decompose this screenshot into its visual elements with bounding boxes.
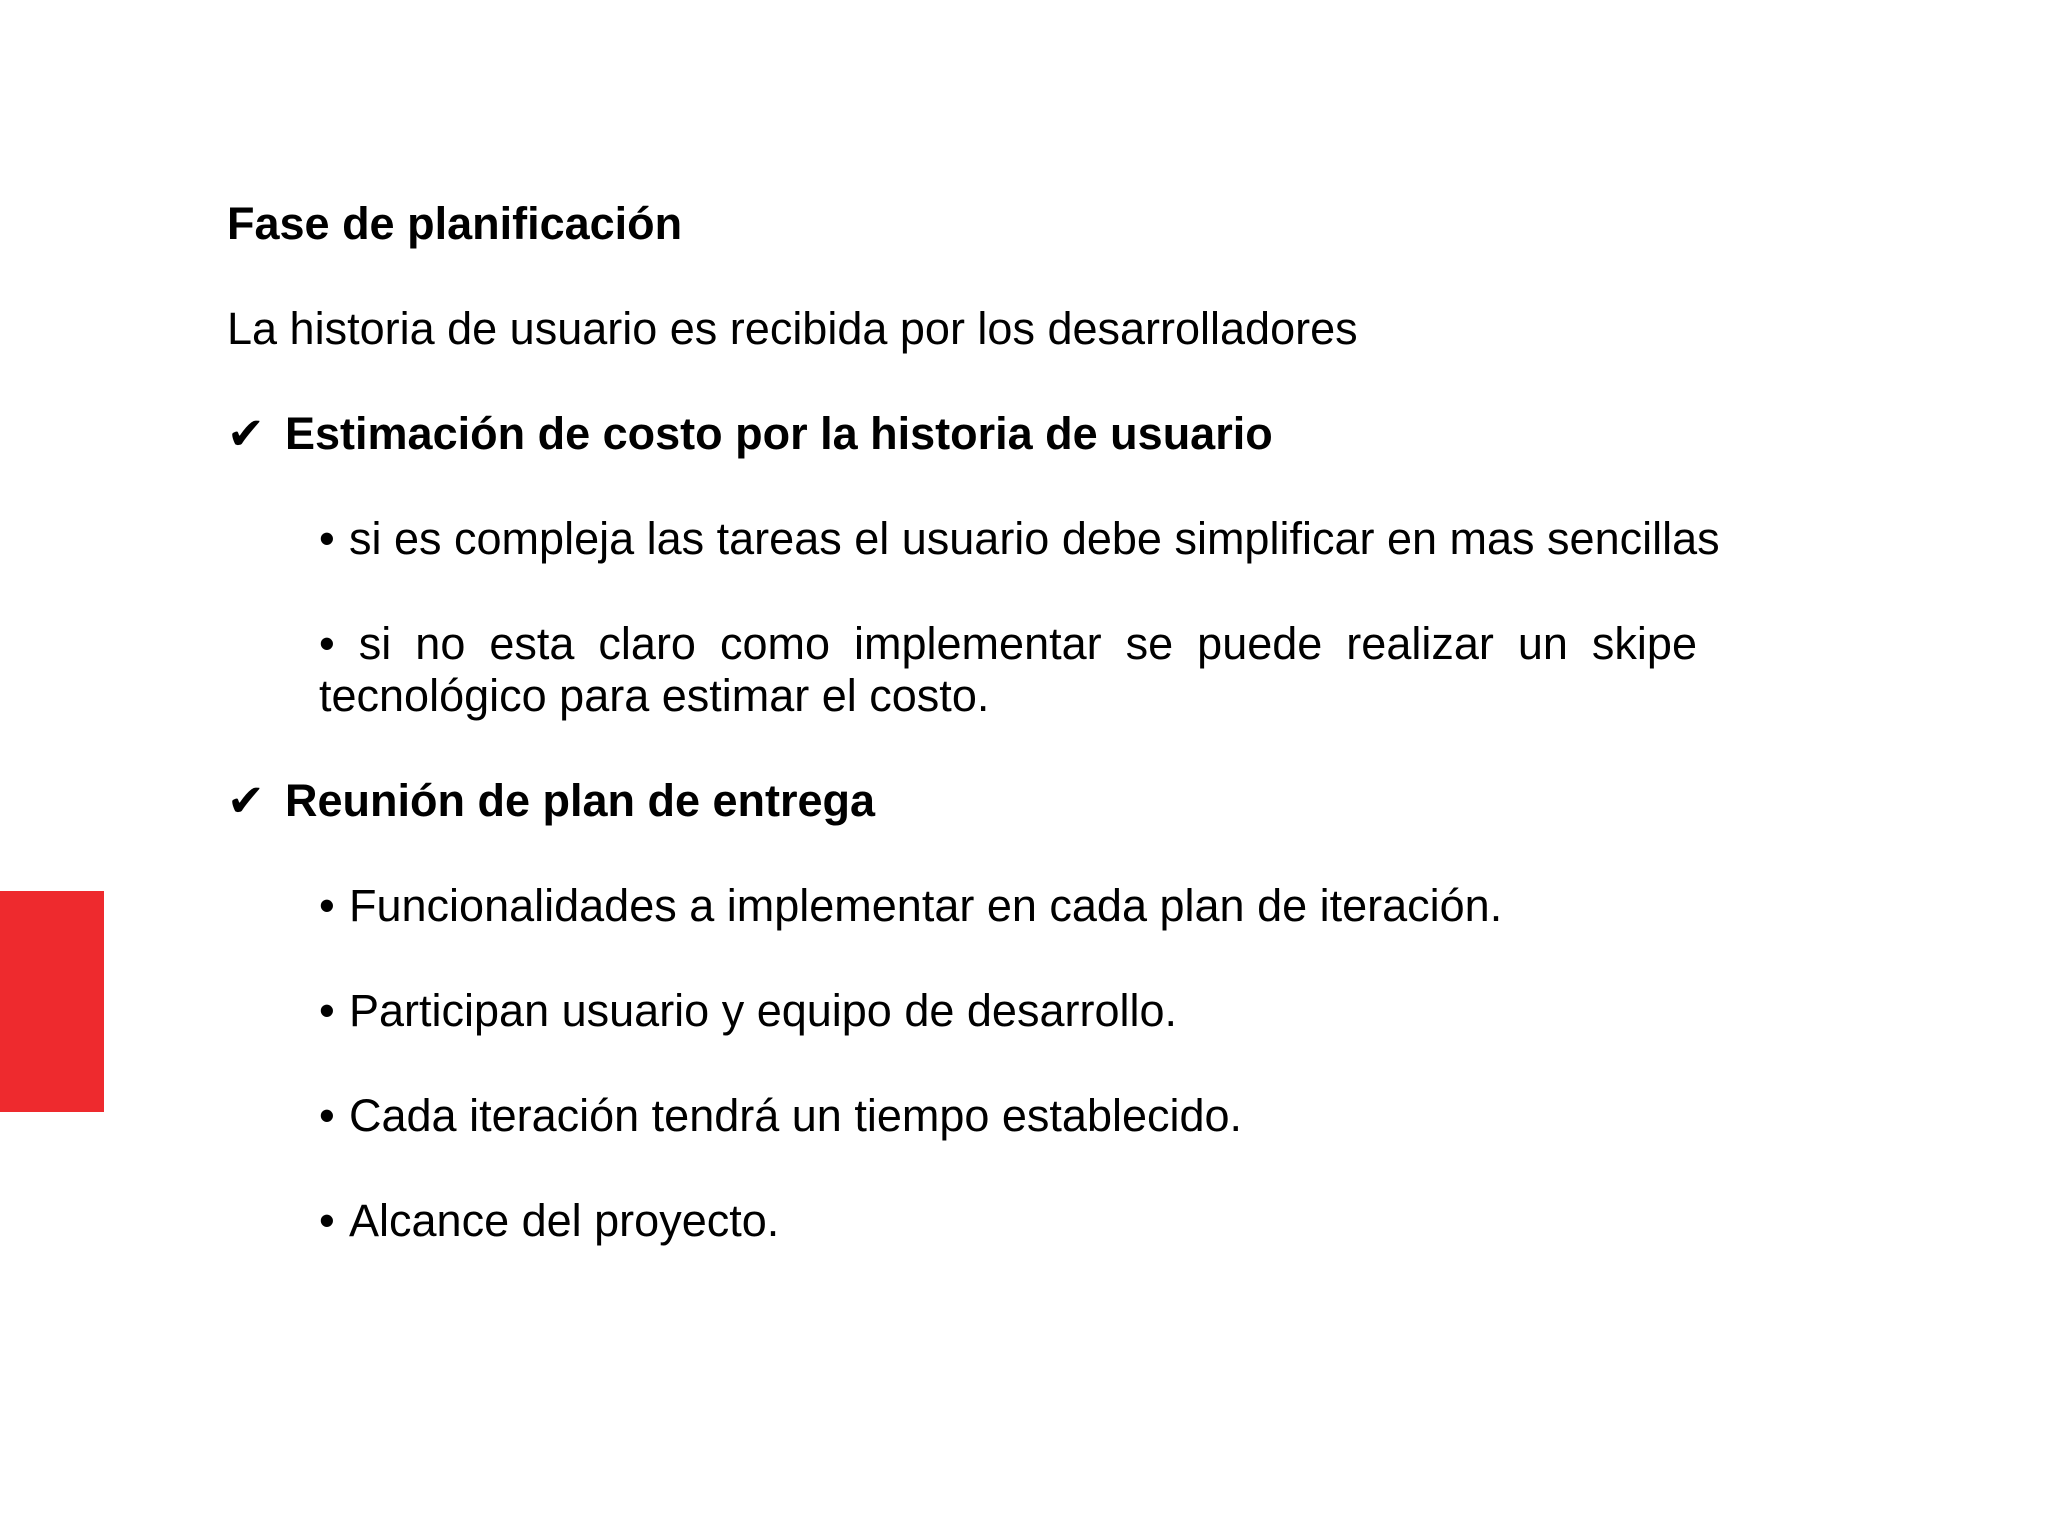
list-item-text-continuation: tecnológico para estimar el costo. [319,670,990,721]
intro-text: La historia de usuario es recibida por los desarrolladores [227,303,1358,354]
red-accent-bar [0,891,104,1112]
list-item [319,513,1720,565]
list-item [319,1195,779,1247]
list-item [319,618,1697,722]
list-item-text: Funcionalidades a implementar en cada plan de iteración. [349,880,1503,931]
list-item-text: Cada iteración tendrá un tiempo establecido. [349,1090,1243,1141]
list-item-text: si es compleja las tareas el usuario debe simplificar en mas sencillas [349,513,1720,564]
slide-title: Fase de planificación [227,198,683,249]
list-item-text: Participan usuario y equipo de desarrollo. [349,985,1177,1036]
section-heading-delivery-plan [227,775,875,827]
list-item-text: si no esta claro como implementar se puede realizar un skipe [358,618,1697,669]
bullet-icon: • [319,880,335,931]
bullet-icon: • [319,985,335,1036]
bullet-icon: • [319,618,335,669]
section-heading-estimation [227,408,1273,460]
list-item [319,880,1502,932]
list-item [319,985,1177,1037]
section-heading-label: Estimación de costo por la historia de usuario [285,408,1273,459]
list-item-text-line [319,618,1697,670]
checkmark-icon: ✔ [227,774,265,827]
bullet-icon: • [319,1090,335,1141]
bullet-icon: • [319,1195,335,1246]
list-item [319,1090,1242,1142]
list-item-text: Alcance del proyecto. [349,1195,780,1246]
checkmark-icon: ✔ [227,407,265,460]
bullet-icon: • [319,513,335,564]
section-heading-label: Reunión de plan de entrega [285,775,876,826]
